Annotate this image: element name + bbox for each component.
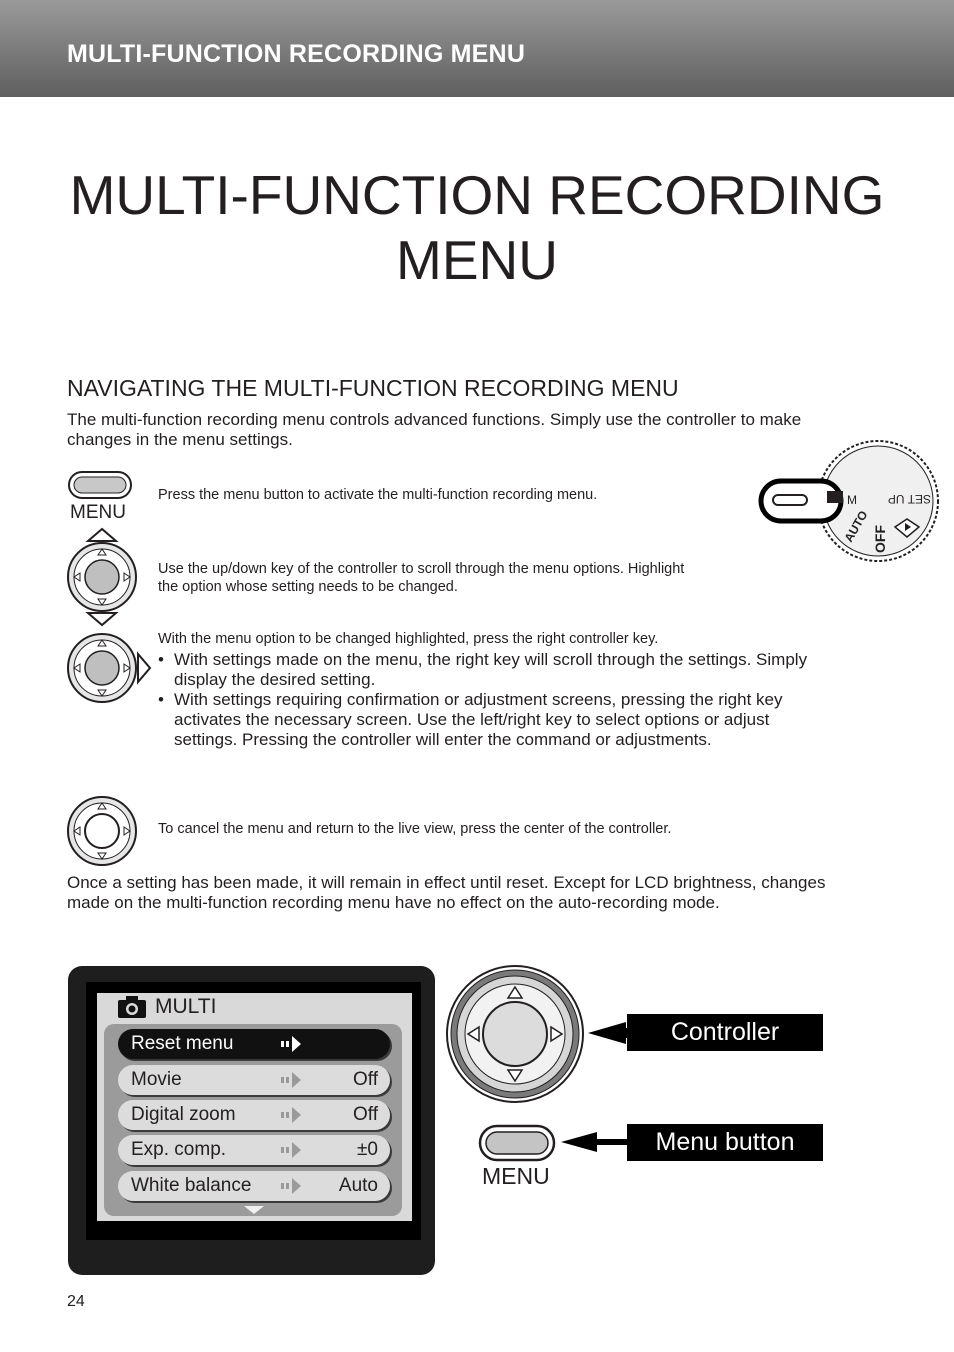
right-arrow-icon: [280, 1177, 302, 1195]
menu-button-large-icon: [478, 1124, 558, 1164]
menu-arrow-icon: [559, 1128, 629, 1156]
controller-updown-icon: [64, 527, 144, 631]
menu-row-label: White balance: [131, 1175, 252, 1196]
closing-line: Once a setting has been made, it will remain in effect until reset. Except for LCD brightness, changes: [67, 873, 826, 892]
page-title: [0, 163, 954, 293]
page-title-line2: MENU: [396, 229, 558, 291]
menu-row-label: Movie: [131, 1069, 182, 1090]
step2-line: Use the up/down key of the controller to scroll through the menu options. Highlight: [158, 561, 685, 577]
intro-text: [67, 410, 801, 450]
header-title: MULTI-FUNCTION RECORDING MENU: [67, 40, 526, 68]
dial-auto-label: AUTO: [841, 508, 871, 545]
menu-row-label: Exp. comp.: [131, 1139, 227, 1160]
intro-line: changes in the menu settings.: [67, 430, 293, 449]
camera-icon: [117, 995, 149, 1019]
controller-center-icon: [64, 794, 142, 868]
menu-icon-label: MENU: [70, 502, 126, 523]
right-arrow-icon: [280, 1141, 302, 1159]
right-arrow-icon: [280, 1106, 302, 1124]
dial-m-label: M: [847, 493, 857, 507]
step4-text: To cancel the menu and return to the live view, press the center of the controller.: [158, 821, 672, 837]
menu-row-value: Off: [353, 1104, 378, 1125]
controller-callout: Controller: [627, 1014, 823, 1051]
dial-setup-label: SET UP: [887, 492, 931, 506]
controller-large-icon: [445, 965, 585, 1105]
page-title-line1: MULTI-FUNCTION RECORDING: [69, 164, 885, 226]
menu-row-label: Reset menu: [131, 1033, 234, 1054]
list-item: [158, 650, 878, 690]
step2-text: [158, 560, 684, 596]
right-arrow-icon: [280, 1071, 302, 1089]
menu-row-movie[interactable]: [118, 1065, 390, 1095]
controller-arrow-icon: [586, 1020, 630, 1050]
menu-row-value: Off: [353, 1069, 378, 1090]
bullet-line: activates the necessary screen. Use the left/right key to select options or adjust: [174, 710, 770, 729]
closing-text: [67, 873, 825, 913]
menu-row-value: Auto: [338, 1175, 378, 1196]
lcd-title: MULTI: [155, 995, 217, 1018]
menu-row-value: ±0: [357, 1139, 378, 1160]
menu-row-reset[interactable]: [118, 1029, 390, 1059]
section-heading: NAVIGATING THE MULTI-FUNCTION RECORDING MENU: [67, 375, 679, 401]
closing-line: made on the multi-function recording menu have no effect on the auto-recording mode.: [67, 893, 720, 912]
bullet-line: • With settings requiring confirmation or adjustment screens, pressing the right key: [174, 690, 783, 709]
bullet-line: settings. Pressing the controller will enter the command or adjustments.: [174, 730, 712, 749]
bullet-line: display the desired setting.: [174, 670, 376, 689]
menu-button-label: MENU: [482, 1163, 550, 1189]
mode-dial-icon: [757, 437, 945, 567]
controller-right-icon: [64, 630, 156, 706]
page-number: 24: [67, 1293, 85, 1310]
step3-text: With the menu option to be changed highlighted, press the right controller key.: [158, 631, 659, 647]
intro-line: The multi-function recording menu controls advanced functions. Simply use the controller to make: [67, 410, 802, 429]
step1-text: Press the menu button to activate the multi-function recording menu.: [158, 487, 598, 503]
menu-button-callout: Menu button: [627, 1124, 823, 1161]
step2-line: the option whose setting needs to be changed.: [158, 579, 458, 595]
scroll-down-icon: [243, 1205, 265, 1215]
menu-row-white-balance[interactable]: [118, 1171, 390, 1201]
right-arrow-icon: [280, 1035, 302, 1053]
menu-row-label: Digital zoom: [131, 1104, 236, 1125]
dial-off-label: OFF: [872, 525, 888, 553]
bullet-list: [158, 650, 878, 750]
list-item: [158, 690, 878, 750]
menu-row-exp-comp[interactable]: [118, 1135, 390, 1165]
menu-row-digital-zoom[interactable]: [118, 1100, 390, 1130]
bullet-line: • With settings made on the menu, the right key will scroll through the settings. Simply: [174, 650, 808, 669]
